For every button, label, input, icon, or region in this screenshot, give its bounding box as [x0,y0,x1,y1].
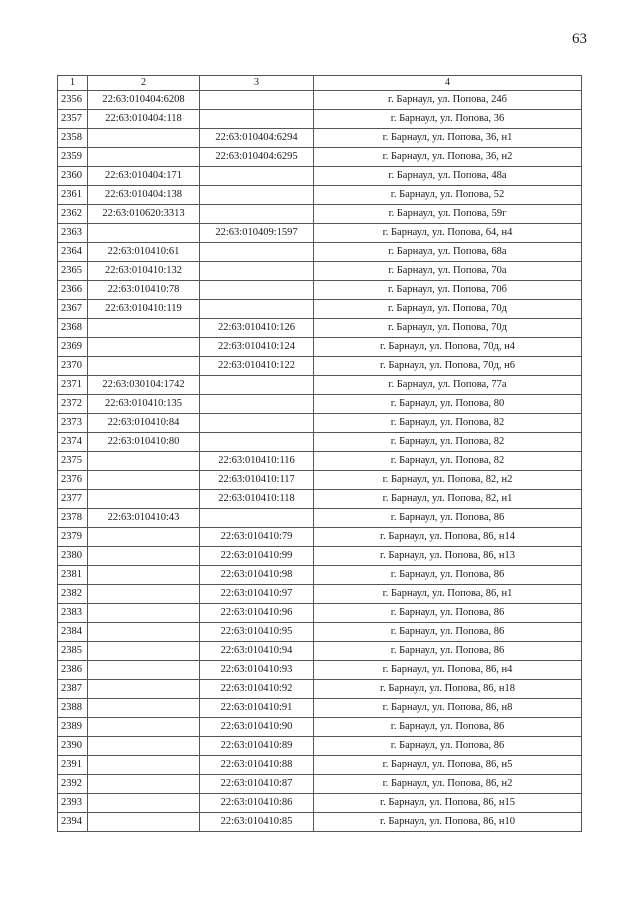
cadastral-number-secondary-cell [200,262,314,281]
row-number-cell: 2370 [58,357,88,376]
cadastral-number-cell [88,756,200,775]
cadastral-number-cell: 22:63:030104:1742 [88,376,200,395]
row-number-cell: 2383 [58,604,88,623]
cadastral-number-cell: 22:63:010404:171 [88,167,200,186]
table-row [58,756,582,775]
cadastral-number-cell: 22:63:010410:61 [88,243,200,262]
row-number-cell: 2386 [58,661,88,680]
cadastral-number-cell [88,813,200,832]
table-row [58,699,582,718]
address-cell: г. Барнаул, ул. Попова, 59г [314,205,582,224]
cadastral-number-cell [88,642,200,661]
table-row [58,129,582,148]
address-cell: г. Барнаул, ул. Попова, 82, н1 [314,490,582,509]
address-cell: г. Барнаул, ул. Попова, 82, н2 [314,471,582,490]
address-cell: г. Барнаул, ул. Попова, 86, н8 [314,699,582,718]
row-number-cell: 2365 [58,262,88,281]
cadastral-number-cell: 22:63:010410:80 [88,433,200,452]
header-row [58,76,582,91]
row-number-cell: 2387 [58,680,88,699]
row-number-cell: 2376 [58,471,88,490]
address-cell: г. Барнаул, ул. Попова, 70д [314,300,582,319]
table-row [58,376,582,395]
cadastral-number-cell: 22:63:010410:132 [88,262,200,281]
address-cell: г. Барнаул, ул. Попова, 77а [314,376,582,395]
table-row [58,414,582,433]
cadastral-number-secondary-cell [200,414,314,433]
cadastral-number-secondary-cell: 22:63:010410:86 [200,794,314,813]
cadastral-number-cell [88,452,200,471]
row-number-cell: 2373 [58,414,88,433]
table-row [58,205,582,224]
cadastral-number-secondary-cell: 22:63:010410:97 [200,585,314,604]
cadastral-number-cell [88,775,200,794]
row-number-cell: 2392 [58,775,88,794]
cadastral-number-cell [88,604,200,623]
cadastral-number-cell [88,737,200,756]
cadastral-number-secondary-cell: 22:63:010410:124 [200,338,314,357]
table-row [58,262,582,281]
address-cell: г. Барнаул, ул. Попова, 86, н4 [314,661,582,680]
cadastral-number-cell [88,794,200,813]
table-row [58,243,582,262]
table-body [58,91,582,832]
table-row [58,718,582,737]
table-row [58,642,582,661]
table-row [58,395,582,414]
cadastral-number-secondary-cell [200,300,314,319]
row-number-cell: 2371 [58,376,88,395]
table-row [58,319,582,338]
cadastral-number-secondary-cell: 22:63:010410:93 [200,661,314,680]
table-row [58,148,582,167]
cadastral-number-cell [88,338,200,357]
cadastral-number-secondary-cell [200,243,314,262]
cadastral-number-secondary-cell: 22:63:010410:87 [200,775,314,794]
column-header-1: 1 [58,76,88,91]
address-cell: г. Барнаул, ул. Попова, 86, н18 [314,680,582,699]
address-cell: г. Барнаул, ул. Попова, 86, н5 [314,756,582,775]
cadastral-number-secondary-cell: 22:63:010410:85 [200,813,314,832]
row-number-cell: 2374 [58,433,88,452]
cadastral-number-secondary-cell: 22:63:010410:88 [200,756,314,775]
row-number-cell: 2356 [58,91,88,110]
cadastral-number-secondary-cell: 22:63:010410:117 [200,471,314,490]
cadastral-number-cell [88,585,200,604]
cadastral-number-cell [88,129,200,148]
cadastral-number-secondary-cell: 22:63:010410:116 [200,452,314,471]
page-number: 63 [572,31,587,47]
table-row [58,813,582,832]
table-row [58,224,582,243]
row-number-cell: 2384 [58,623,88,642]
cadastral-number-cell: 22:63:010404:118 [88,110,200,129]
cadastral-number-secondary-cell: 22:63:010410:91 [200,699,314,718]
cadastral-number-cell [88,566,200,585]
cadastral-number-secondary-cell: 22:63:010410:92 [200,680,314,699]
row-number-cell: 2394 [58,813,88,832]
address-cell: г. Барнаул, ул. Попова, 24б [314,91,582,110]
table-row [58,604,582,623]
row-number-cell: 2381 [58,566,88,585]
address-cell: г. Барнаул, ул. Попова, 68а [314,243,582,262]
address-cell: г. Барнаул, ул. Попова, 52 [314,186,582,205]
row-number-cell: 2358 [58,129,88,148]
cadastral-number-secondary-cell [200,395,314,414]
row-number-cell: 2385 [58,642,88,661]
table-row [58,547,582,566]
table-row [58,471,582,490]
address-cell: г. Барнаул, ул. Попова, 70а [314,262,582,281]
row-number-cell: 2388 [58,699,88,718]
table-row [58,585,582,604]
cadastral-number-secondary-cell [200,281,314,300]
address-cell: г. Барнаул, ул. Попова, 70б [314,281,582,300]
address-cell: г. Барнаул, ул. Попова, 70д, н4 [314,338,582,357]
row-number-cell: 2363 [58,224,88,243]
address-cell: г. Барнаул, ул. Попова, 36 [314,110,582,129]
cadastral-number-secondary-cell: 22:63:010410:94 [200,642,314,661]
table-row [58,680,582,699]
row-number-cell: 2377 [58,490,88,509]
cadastral-number-cell: 22:63:010410:78 [88,281,200,300]
address-cell: г. Барнаул, ул. Попова, 70д, н6 [314,357,582,376]
table-row [58,775,582,794]
cadastral-number-secondary-cell [200,110,314,129]
row-number-cell: 2375 [58,452,88,471]
cadastral-number-secondary-cell [200,167,314,186]
cadastral-number-cell [88,661,200,680]
row-number-cell: 2379 [58,528,88,547]
address-cell: г. Барнаул, ул. Попова, 86 [314,566,582,585]
table-row [58,623,582,642]
table-row [58,661,582,680]
row-number-cell: 2357 [58,110,88,129]
table-header [58,76,582,91]
row-number-cell: 2368 [58,319,88,338]
cadastral-number-secondary-cell: 22:63:010410:118 [200,490,314,509]
address-cell: г. Барнаул, ул. Попова, 86, н14 [314,528,582,547]
address-cell: г. Барнаул, ул. Попова, 82 [314,433,582,452]
table-row [58,281,582,300]
row-number-cell: 2366 [58,281,88,300]
table-row [58,167,582,186]
cadastral-number-secondary-cell: 22:63:010410:95 [200,623,314,642]
cadastral-number-secondary-cell [200,433,314,452]
row-number-cell: 2369 [58,338,88,357]
cadastral-number-secondary-cell [200,376,314,395]
address-cell: г. Барнаул, ул. Попова, 86 [314,718,582,737]
address-cell: г. Барнаул, ул. Попова, 86, н15 [314,794,582,813]
address-cell: г. Барнаул, ул. Попова, 86 [314,642,582,661]
address-cell: г. Барнаул, ул. Попова, 86 [314,623,582,642]
address-cell: г. Барнаул, ул. Попова, 82 [314,452,582,471]
cadastral-number-cell [88,718,200,737]
table-row [58,509,582,528]
cadastral-number-secondary-cell [200,205,314,224]
row-number-cell: 2359 [58,148,88,167]
cadastral-number-secondary-cell: 22:63:010410:99 [200,547,314,566]
registry-table [57,75,582,832]
cadastral-number-cell [88,490,200,509]
address-cell: г. Барнаул, ул. Попова, 80 [314,395,582,414]
cadastral-number-cell [88,623,200,642]
address-cell: г. Барнаул, ул. Попова, 70д [314,319,582,338]
row-number-cell: 2380 [58,547,88,566]
address-cell: г. Барнаул, ул. Попова, 36, н1 [314,129,582,148]
address-cell: г. Барнаул, ул. Попова, 36, н2 [314,148,582,167]
table-row [58,566,582,585]
cadastral-number-cell [88,528,200,547]
cadastral-number-cell [88,680,200,699]
cadastral-number-secondary-cell [200,186,314,205]
column-header-4: 4 [314,76,582,91]
cadastral-number-secondary-cell: 22:63:010404:6295 [200,148,314,167]
cadastral-number-cell: 22:63:010410:43 [88,509,200,528]
table-row [58,452,582,471]
table-row [58,737,582,756]
row-number-cell: 2390 [58,737,88,756]
cadastral-number-secondary-cell: 22:63:010410:96 [200,604,314,623]
cadastral-number-cell: 22:63:010404:138 [88,186,200,205]
address-cell: г. Барнаул, ул. Попова, 86 [314,604,582,623]
row-number-cell: 2378 [58,509,88,528]
table-row [58,91,582,110]
cadastral-number-secondary-cell [200,91,314,110]
address-cell: г. Барнаул, ул. Попова, 64, н4 [314,224,582,243]
cadastral-number-cell: 22:63:010410:119 [88,300,200,319]
row-number-cell: 2391 [58,756,88,775]
cadastral-number-cell: 22:63:010410:84 [88,414,200,433]
cadastral-number-secondary-cell: 22:63:010410:89 [200,737,314,756]
row-number-cell: 2364 [58,243,88,262]
table-row [58,357,582,376]
cadastral-number-cell [88,699,200,718]
row-number-cell: 2393 [58,794,88,813]
cadastral-number-cell [88,319,200,338]
cadastral-number-cell [88,357,200,376]
address-cell: г. Барнаул, ул. Попова, 86 [314,509,582,528]
cadastral-number-secondary-cell: 22:63:010410:79 [200,528,314,547]
cadastral-number-secondary-cell: 22:63:010410:126 [200,319,314,338]
cadastral-number-cell [88,471,200,490]
table-row [58,490,582,509]
cadastral-number-secondary-cell: 22:63:010410:90 [200,718,314,737]
cadastral-number-cell: 22:63:010404:6208 [88,91,200,110]
cadastral-number-secondary-cell: 22:63:010410:122 [200,357,314,376]
table-row [58,433,582,452]
address-cell: г. Барнаул, ул. Попова, 86, н10 [314,813,582,832]
cadastral-number-secondary-cell [200,509,314,528]
row-number-cell: 2361 [58,186,88,205]
cadastral-number-cell [88,148,200,167]
table-row [58,794,582,813]
address-cell: г. Барнаул, ул. Попова, 48а [314,167,582,186]
cadastral-number-secondary-cell: 22:63:010409:1597 [200,224,314,243]
row-number-cell: 2367 [58,300,88,319]
cadastral-number-secondary-cell: 22:63:010410:98 [200,566,314,585]
cadastral-number-cell [88,547,200,566]
table-row [58,338,582,357]
table-row [58,300,582,319]
column-header-3: 3 [200,76,314,91]
table-row [58,186,582,205]
row-number-cell: 2382 [58,585,88,604]
table-row [58,528,582,547]
row-number-cell: 2360 [58,167,88,186]
row-number-cell: 2362 [58,205,88,224]
address-cell: г. Барнаул, ул. Попова, 86 [314,737,582,756]
address-cell: г. Барнаул, ул. Попова, 86, н13 [314,547,582,566]
address-cell: г. Барнаул, ул. Попова, 86, н2 [314,775,582,794]
address-cell: г. Барнаул, ул. Попова, 82 [314,414,582,433]
address-cell: г. Барнаул, ул. Попова, 86, н1 [314,585,582,604]
column-header-2: 2 [88,76,200,91]
cadastral-number-cell: 22:63:010410:135 [88,395,200,414]
table-row [58,110,582,129]
row-number-cell: 2389 [58,718,88,737]
row-number-cell: 2372 [58,395,88,414]
cadastral-number-cell: 22:63:010620:3313 [88,205,200,224]
cadastral-number-secondary-cell: 22:63:010404:6294 [200,129,314,148]
cadastral-number-cell [88,224,200,243]
